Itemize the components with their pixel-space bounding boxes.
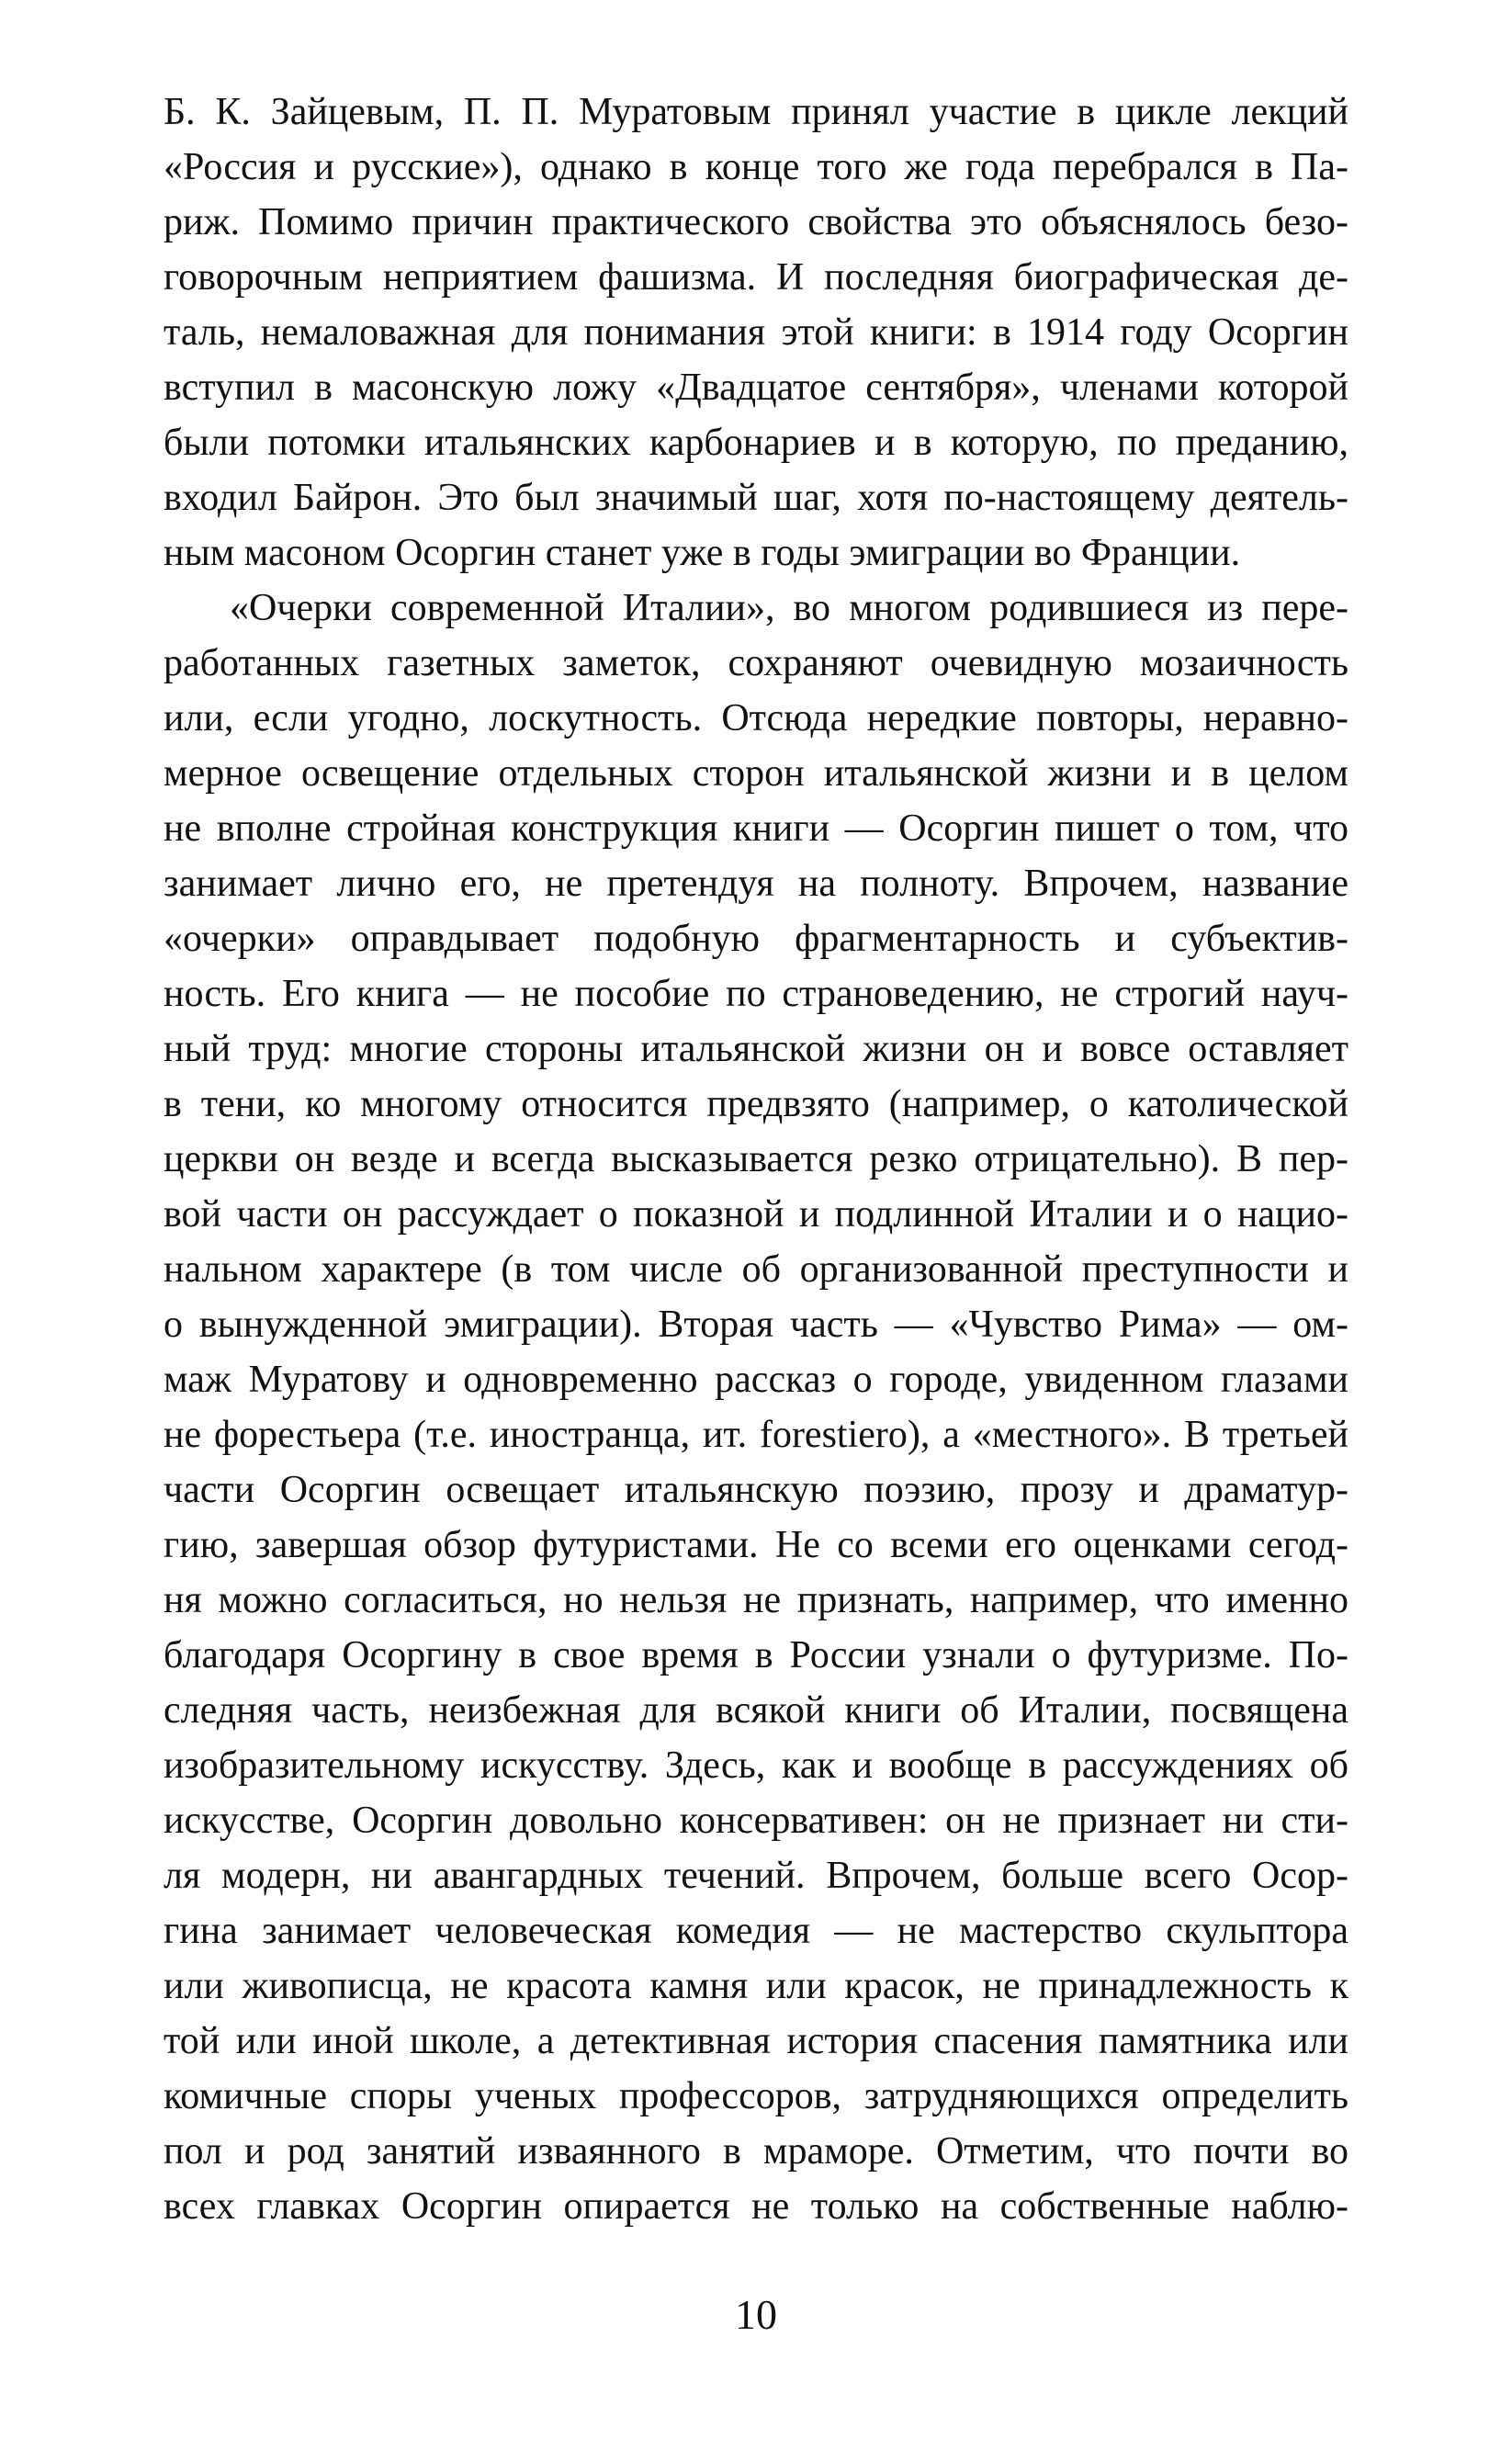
text-line: всех главках Осоргин опирается не только на собственные наблю- xyxy=(164,2185,1348,2228)
text-line: маж Муратову и одновременно рассказ о городе, увиденном глазами xyxy=(164,1359,1348,1401)
text-line: не вполне стройная конструкция книги — Осоргин пишет о том, что xyxy=(164,807,1348,850)
text-line: той или иной школе, а детективная история спасения памятника или xyxy=(164,2020,1348,2062)
text-line: гина занимает человеческая комедия — не мастерство скульптора xyxy=(164,1910,1348,1952)
text-line: «Россия и русские»), однако в конце того же года перебрался в Па- xyxy=(164,146,1348,188)
text-line: комичные споры ученых профессоров, затрудняющихся определить xyxy=(164,2075,1348,2117)
text-line: или живописца, не красота камня или красок, не принадлежность к xyxy=(164,1965,1348,2007)
text-line: о вынужденной эмиграции). Вторая часть — «Чувство Рима» — ом- xyxy=(164,1304,1348,1346)
paragraph-2 xyxy=(164,581,1348,2234)
text-line: Б. К. Зайцевым, П. П. Муратовым принял участие в цикле лекций xyxy=(164,91,1348,133)
text-line: гию, завершая обзор футуристами. Не со всеми его оценками сегод- xyxy=(164,1524,1348,1566)
text-line: вступил в масонскую ложу «Двадцатое сентября», членами которой xyxy=(164,367,1348,409)
text-line: ным масоном Осоргин станет уже в годы эмиграции во Франции. xyxy=(164,532,1241,574)
text-line: изобразительному искусству. Здесь, как и вообще в рассуждениях об xyxy=(164,1744,1348,1787)
text-line: церкви он везде и всегда высказывается резко отрицательно). В пер- xyxy=(164,1138,1348,1180)
text-line: говорочным неприятием фашизма. И последняя биографическая де- xyxy=(164,256,1348,299)
text-line: мерное освещение отдельных сторон итальянской жизни и в целом xyxy=(164,752,1348,795)
text-line: не форестьера (т.е. иностранца, ит. forestiero), а «местного». В третьей xyxy=(164,1414,1348,1456)
text-line: «очерки» оправдывает подобную фрагментарность и субъектив- xyxy=(164,918,1348,960)
text-line: благодаря Осоргину в свое время в России узнали о футуризме. По- xyxy=(164,1634,1348,1676)
text-line: или, если угодно, лоскутность. Отсюда нередкие повторы, неравно- xyxy=(164,697,1348,739)
text-line: «Очерки современной Италии», во многом родившиеся из пере- xyxy=(230,587,1348,629)
text-line: занимает лично его, не претендуя на полноту. Впрочем, название xyxy=(164,863,1348,905)
text-line: части Осоргин освещает итальянскую поэзию, прозу и драматур- xyxy=(164,1469,1348,1511)
text-line: искусстве, Осоргин довольно консервативен: он не признает ни сти- xyxy=(164,1800,1348,1842)
text-line: работанных газетных заметок, сохраняют очевидную мозаичность xyxy=(164,642,1348,684)
text-line: ля модерн, ни авангардных течений. Впрочем, больше всего Осор- xyxy=(164,1855,1348,1897)
page-body xyxy=(164,85,1348,2234)
text-line: ня можно согласиться, но нельзя не признать, например, что именно xyxy=(164,1579,1348,1621)
text-line: ность. Его книга — не пособие по страноведению, не строгий науч- xyxy=(164,973,1348,1015)
text-line: ный труд: многие стороны итальянской жизни он и вовсе оставляет xyxy=(164,1028,1348,1070)
text-line: вой части он рассуждает о показной и подлинной Италии и о нацио- xyxy=(164,1193,1348,1236)
paragraph-1 xyxy=(164,85,1348,581)
text-line: в тени, ко многому относится предвзято (например, о католической xyxy=(164,1083,1348,1125)
page-number: 10 xyxy=(735,2291,777,2338)
text-line: были потомки итальянских карбонариев и в которую, по преданию, xyxy=(164,422,1348,464)
text-line: входил Байрон. Это был значимый шаг, хотя по-настоящему деятель- xyxy=(164,477,1348,519)
text-line: нальном характере (в том числе об организованной преступности и xyxy=(164,1248,1348,1291)
text-line: риж. Помимо причин практического свойства это объяснялось безо- xyxy=(164,201,1348,243)
text-line: следняя часть, неизбежная для всякой книги об Италии, посвящена xyxy=(164,1689,1348,1732)
text-line: пол и род занятий изваянного в мраморе. Отметим, что почти во xyxy=(164,2130,1348,2173)
text-line: таль, немаловажная для понимания этой книги: в 1914 году Осоргин xyxy=(164,311,1348,354)
